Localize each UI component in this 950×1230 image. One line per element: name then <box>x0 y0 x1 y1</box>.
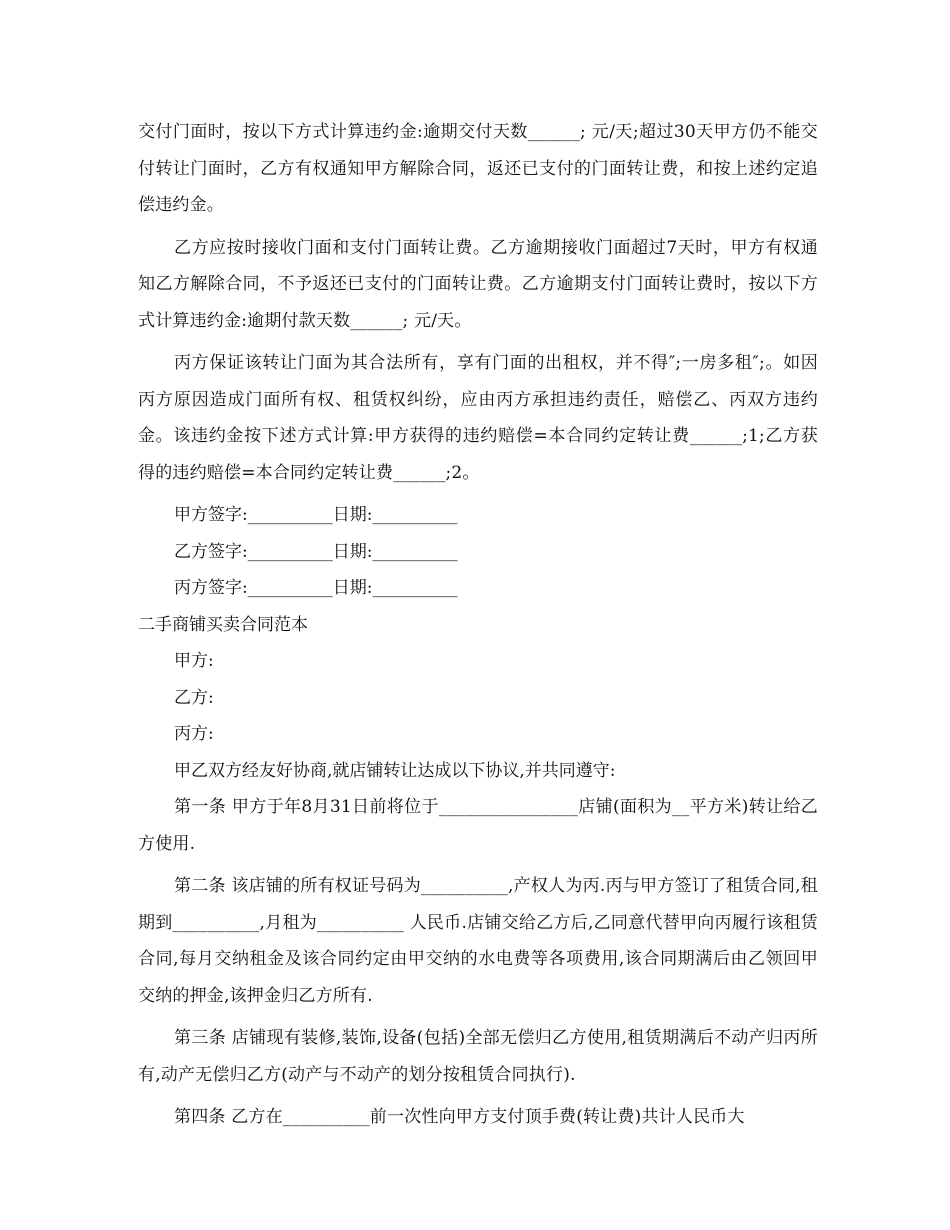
paragraph-late-acceptance: 乙方应按时接收门面和支付门面转让费。乙方逾期接收门面超过7天时，甲方有权通知乙方解除合同，不予返还已支付的门面转让费。乙方逾期支付门面转让费时，按以下方式计算违约金:逾期付款天数______; 元/天。 <box>138 237 818 331</box>
agreement-intro: 甲乙双方经友好协商,就店铺转让达成以下协议,并共同遵守: <box>174 760 616 781</box>
article-1: 第一条 甲方于年8月31日前将位于________________店铺(面积为__平方米)转让给乙方使用. <box>138 797 818 854</box>
party-a-label: 甲方: <box>174 651 214 671</box>
signature-line-party-b: 乙方签字:__________日期:__________ <box>174 541 458 562</box>
article-3: 第三条 店铺现有装修,装饰,设备(包括)全部无偿归乙方使用,租赁期满后不动产归丙所有,动产无偿归乙方(动产与不动产的划分按租赁合同执行). <box>138 1028 818 1085</box>
paragraph-party-c-guarantee: 丙方保证该转让门面为其合法所有，享有门面的出租权，并不得″;一房多租″;。如因丙方原因造成门面所有权、租赁权纠纷，应由丙方承担违约责任，赔偿乙、丙双方违约金。该违约金按下述方式计算:甲方获得的违约赔偿=本合同约定转让费______;1;乙方获得的违约赔偿=本合同约定转让费______;2。 <box>138 353 818 483</box>
signature-line-party-c: 丙方签字:__________日期:__________ <box>174 578 458 598</box>
article-4: 第四条 乙方在__________前一次性向甲方支付顶手费(转让费)共计人民币大 <box>174 1107 745 1127</box>
paragraph-late-delivery: 交付门面时，按以下方式计算违约金:逾期交付天数______; 元/天;超过30天甲方仍不能交付转让门面时，乙方有权通知甲方解除合同，返还已支付的门面转让费，和按上述约定追偿违约金。 <box>138 122 818 215</box>
party-c-label: 丙方: <box>174 724 214 744</box>
party-b-label: 乙方: <box>174 687 214 708</box>
signature-line-party-a: 甲方签字:__________日期:__________ <box>174 505 458 525</box>
document-body <box>138 114 818 1142</box>
article-2: 第二条 该店铺的所有权证号码为__________,产权人为丙.丙与甲方签订了租赁合同,租期到__________,月租为__________ 人民币.店铺交给乙方后,乙同意代替甲向丙履行该租赁合同,每月交纳租金及该合同约定由甲交纳的水电费等各项费用,该合同期满后由乙领回甲交纳的押金,该押金归乙方所有. <box>138 876 818 1006</box>
document-title: 二手商铺买卖合同范本 <box>138 614 308 635</box>
